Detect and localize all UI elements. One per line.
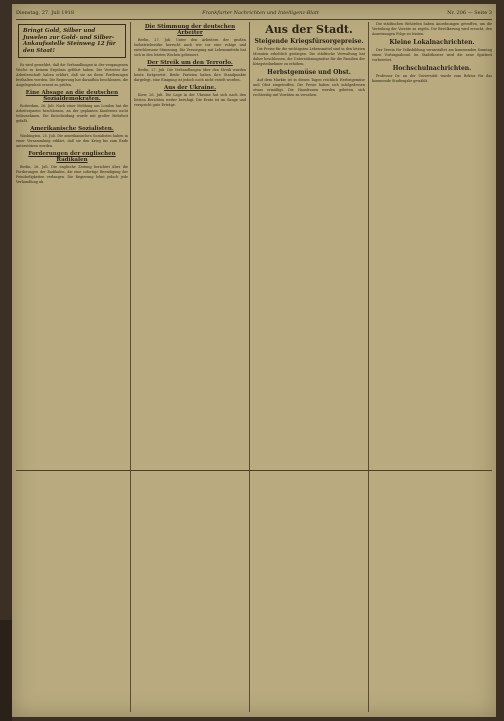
column-1 <box>16 22 128 712</box>
column-3 <box>253 22 365 712</box>
article-text: Die Preise für die wichtigsten Lebensmittel sind in den letzten Monaten erheblich gestiegen. Die städtische Verwaltung hat daher beschlossen, die Unterstützungssätze für die Familien der Kriegsteilnehmer zu erhöhen. <box>253 47 365 66</box>
fold-rule <box>16 470 492 471</box>
heading-vote: Die Stimmung der deutschen Arbeiter <box>144 24 236 36</box>
binding-gutter <box>0 620 12 721</box>
heading-ukraine: Aus der Ukraine. <box>163 85 216 91</box>
column-rule <box>130 22 131 712</box>
masthead-number: Nr. 206 — Seite 3 <box>447 9 492 16</box>
article-text: Berlin, 27. Juli. Die Verhandlungen über den Streik wurden heute fortgesetzt. Beide Parteien haben ihre Standpunkte dargelegt, eine Einigung ist jedoch noch nicht erzielt worden. <box>134 68 246 82</box>
column-4 <box>372 22 492 712</box>
heading-socialists: Amerikanische Sozialisten. <box>30 126 114 132</box>
article-text: Berlin, 27. Juli. Unter den Arbeitern der großen Industriebezirke herrscht nach wie vor eine ruhige und entschlossene Stimmung. Die Versorgung mit Lebensmitteln hat sich in den letzten Wochen gebessert. <box>134 38 246 57</box>
article-text: Die städtischen Behörden haben Anordnungen getroffen, um die Verteilung der Vorräte zu regeln. Die Bevölkerung wird ersucht, den Anweisungen Folge zu leisten. <box>372 22 492 36</box>
newspaper-page <box>12 4 496 717</box>
heading-autumn: Herbstgemüse und Obst. <box>267 69 351 76</box>
masthead-title: Frankfurter Nachrichten und Intelligenz-Blatt <box>202 9 319 16</box>
advertisement-box: Bringt Gold, Silber und Juwelen zur Gold- und Silber-Ankaufsstelle Steinweg 12 für den Staat! <box>18 24 126 58</box>
heading-war-profits: Steigende Kriegsfürsorgepreise. <box>254 38 364 45</box>
masthead <box>16 6 492 20</box>
article-text: Der Verein für Volksbildung veranstaltet am kommenden Sonntag einen Vortragsabend. Im Stadttheater wird die neue Spielzeit vorbereitet. <box>372 48 492 62</box>
heading-city: Aus der Stadt. <box>265 23 353 36</box>
article-text: Auf dem Markte ist in diesen Tagen reichlich Herbstgemüse und Obst eingetroffen. Die Preise haben sich infolgedessen etwas ermäßigt. Die Hausfrauen werden gebeten, sich rechtzeitig mit Vorräten zu versehen. <box>253 78 365 97</box>
column-rule <box>368 22 369 712</box>
article-text: Rotterdam, 26. Juli. Nach einer Meldung aus London hat die Arbeiterpartei beschlossen, an der geplanten Konferenz nicht teilzunehmen. Die Entscheidung wurde mit großer Mehrheit gefaßt. <box>16 104 128 123</box>
heading-terror: Der Streik um den Terrorlo. <box>147 60 233 66</box>
heading-english-radicals: Forderungen der englischen Radikalen <box>28 151 116 163</box>
article-text: Berlin, 26. Juli. Die englische Zeitung berichtet über die Forderungen der Radikalen, die eine sofortige Beendigung der Feindseligkeiten verlangen. Die Regierung lehnt jedoch jede Verhandlung ab. <box>16 165 128 184</box>
article-text: Professor Dr. an der Universität wurde zum Rektor für das kommende Studienjahr gewählt. <box>372 74 492 83</box>
heading-schools: Hochschulnachrichten. <box>392 65 472 72</box>
article-text: Es wird gemeldet, daß die Verhandlungen in der vergangenen Woche zu keinem Ergebnis geführt haben. Die Vertreter der Arbeiterschaft haben erklärt, daß sie an ihren Forderungen festhalten werden. Die Regierung hat daraufhin beschlossen, die Angelegenheit erneut zu prüfen. <box>16 63 128 87</box>
article-text: Washington, 25. Juli. Die amerikanischen Sozialisten haben in einer Versammlung erklärt, daß sie den Krieg bis zum Ende unterstützen werden. <box>16 134 128 148</box>
column-2 <box>134 22 246 712</box>
heading-news: Kleine Lokalnachrichten. <box>389 39 475 46</box>
heading-social-democrats: Eine Absage an die deutschen Sozialdemokraten. <box>25 90 119 102</box>
article-text: Kiew, 26. Juli. Die Lage in der Ukraine hat sich nach den letzten Berichten weiter beruhigt. Die Ernte ist im Gange und verspricht gute Erträge. <box>134 93 246 107</box>
column-rule <box>249 22 250 712</box>
masthead-date: Dienstag, 27. Juli 1918 <box>16 9 75 16</box>
